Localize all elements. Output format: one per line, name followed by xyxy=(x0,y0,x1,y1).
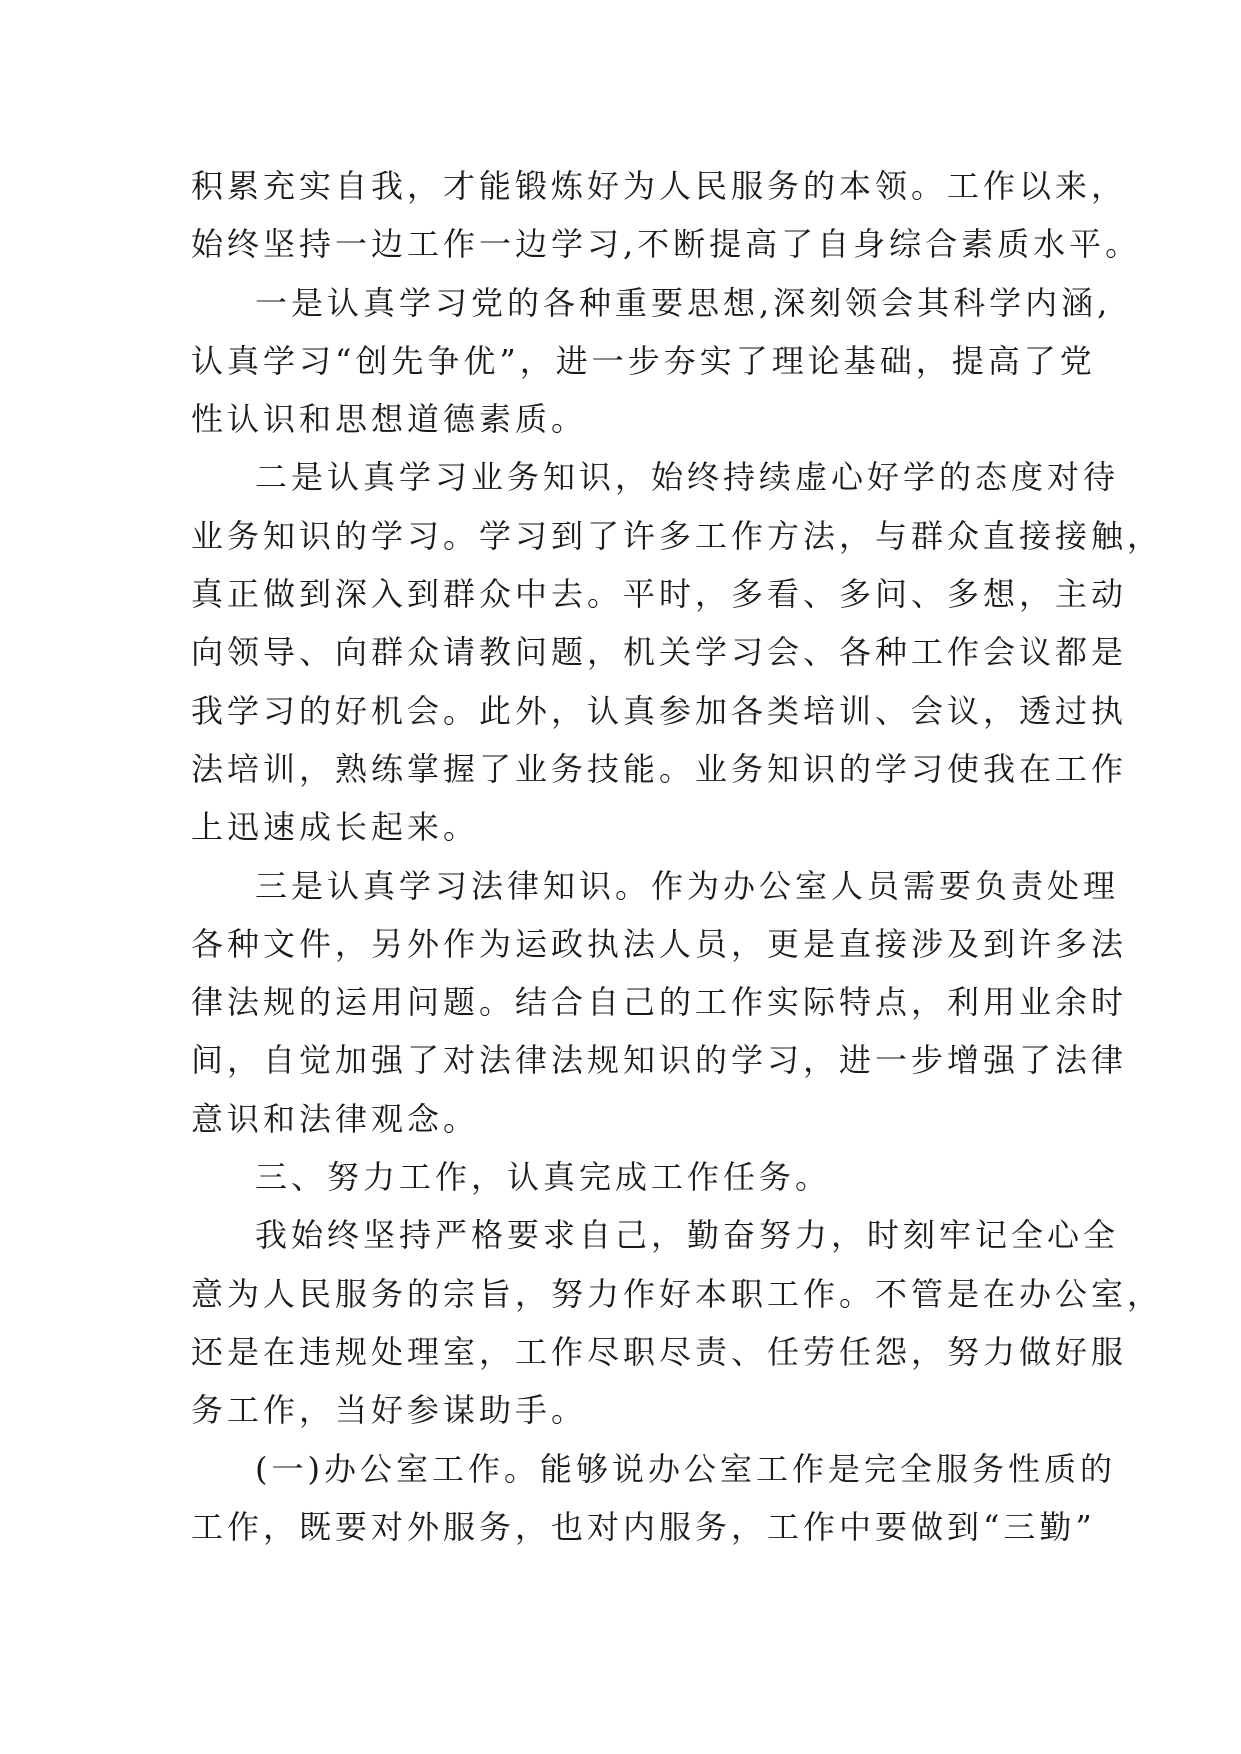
text-line: 上迅速成长起来。 xyxy=(191,808,480,847)
text-line: 积累充实自我，才能锻炼好为人民服务的本领。工作以来， xyxy=(191,167,1128,205)
text-line: 我学习的好机会。此外，认真参加各类培训、会议，透过执 xyxy=(191,691,1128,730)
text-line: 向领导、向群众请教问题，机关学习会、各种工作会议都是 xyxy=(191,633,1128,672)
text-line: 还是在违规处理室，工作尽职尽责、任劳任怨，努力做好服 xyxy=(191,1332,1128,1371)
text-line: 间，自觉加强了对法律法规知识的学习，进一步增强了法律 xyxy=(191,1041,1128,1080)
text-line: 务工作，当好参谋助手。 xyxy=(191,1391,588,1430)
text-line: 性认识和思想道德素质。 xyxy=(191,400,588,439)
text-line: 三、努力工作，认真完成工作任务。 xyxy=(255,1158,832,1197)
text-line: 律法规的运用问题。结合自己的工作实际特点，利用业余时 xyxy=(191,983,1128,1022)
text-line: 一是认真学习党的各种重要思想,深刻领会其科学内涵, xyxy=(255,283,1112,322)
text-line: (一)办公室工作。能够说办公室工作是完全服务性质的 xyxy=(255,1449,1116,1488)
text-line: 工作，既要对外服务，也对内服务，工作中要做到“三勤” xyxy=(191,1507,1096,1546)
text-line: 二是认真学习业务知识，始终持续虚心好学的态度对待 xyxy=(255,458,1120,497)
document-body xyxy=(191,157,1164,1556)
text-line: 法培训，熟练掌握了业务技能。业务知识的学习使我在工作 xyxy=(191,749,1128,788)
text-line: 意为人民服务的宗旨，努力作好本职工作。不管是在办公室， xyxy=(191,1274,1164,1313)
text-line: 始终坚持一边工作一边学习,不断提高了自身综合素质水平。 xyxy=(191,225,1142,264)
text-line: 真正做到深入到群众中去。平时，多看、多问、多想，主动 xyxy=(191,575,1128,614)
text-line: 认真学习“创先争优”，进一步夯实了理论基础，提高了党 xyxy=(191,341,1096,380)
text-line: 业务知识的学习。学习到了许多工作方法，与群众直接接触， xyxy=(191,516,1164,555)
text-line: 意识和法律观念。 xyxy=(191,1099,480,1138)
text-line: 我始终坚持严格要求自己，勤奋努力，时刻牢记全心全 xyxy=(255,1216,1120,1255)
text-line: 各种文件，另外作为运政执法人员，更是直接涉及到许多法 xyxy=(191,924,1128,963)
text-line: 三是认真学习法律知识。作为办公室人员需要负责处理 xyxy=(255,866,1120,905)
